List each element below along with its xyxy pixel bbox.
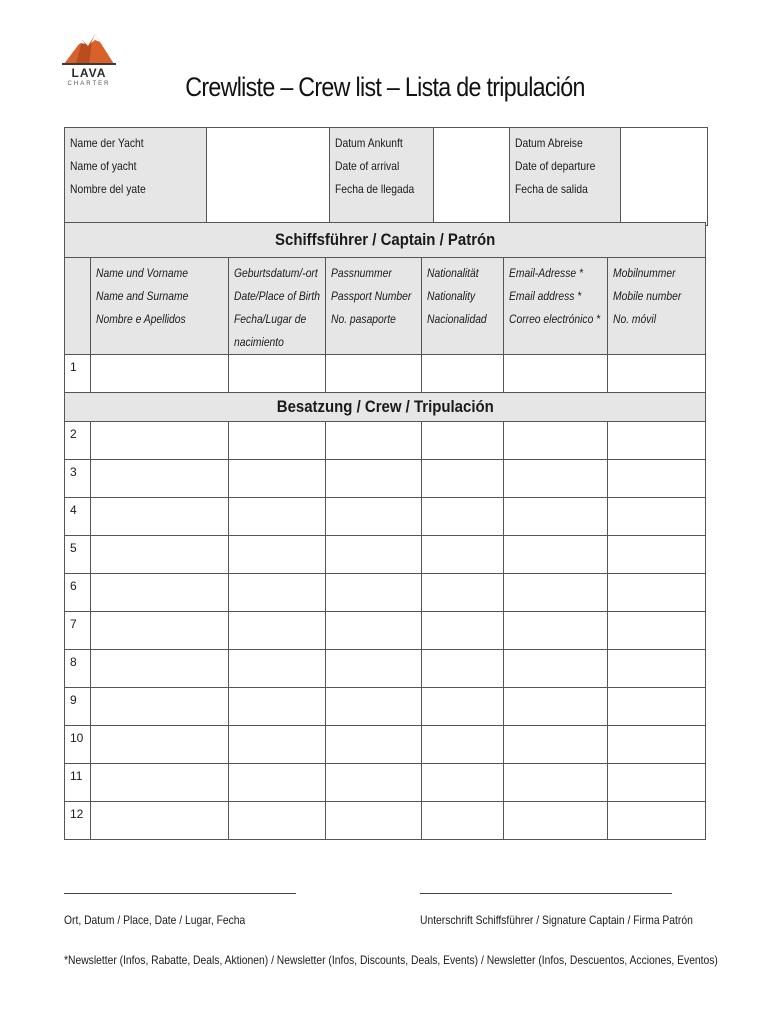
crew-nationality-cell[interactable] bbox=[422, 612, 504, 650]
captain-signature-label: Unterschrift Schiffsführer / Signature Captain / Firma Patrón bbox=[420, 913, 693, 927]
page-title: Crewliste – Crew list – Lista de tripulación bbox=[185, 72, 585, 102]
crew-nationality-cell[interactable] bbox=[422, 764, 504, 802]
crew-passport-cell[interactable] bbox=[326, 574, 422, 612]
crew-name-cell[interactable] bbox=[91, 612, 229, 650]
crew-mobile-cell[interactable] bbox=[608, 498, 706, 536]
crew-email-cell[interactable] bbox=[504, 536, 608, 574]
crew-row bbox=[65, 536, 706, 574]
row-number: 5 bbox=[65, 536, 91, 574]
departure-date-label: Datum Abreise Date of departure Fecha de salida bbox=[510, 128, 621, 226]
crew-nationality-cell[interactable] bbox=[422, 460, 504, 498]
crew-name-cell[interactable] bbox=[91, 498, 229, 536]
captain-row bbox=[65, 355, 706, 393]
crew-mobile-cell[interactable] bbox=[608, 574, 706, 612]
crew-birth-cell[interactable] bbox=[229, 802, 326, 840]
row-number: 7 bbox=[65, 612, 91, 650]
row-number: 11 bbox=[65, 764, 91, 802]
crew-passport-cell[interactable] bbox=[326, 612, 422, 650]
crew-birth-cell[interactable] bbox=[229, 498, 326, 536]
crew-passport-cell[interactable] bbox=[326, 422, 422, 460]
crew-mobile-cell[interactable] bbox=[608, 460, 706, 498]
crew-email-cell[interactable] bbox=[504, 802, 608, 840]
column-header-passport: Passnummer Passport Number No. pasaporte bbox=[326, 258, 422, 355]
logo-wordmark: LAVA bbox=[71, 66, 107, 80]
crew-passport-cell[interactable] bbox=[326, 650, 422, 688]
crew-name-cell[interactable] bbox=[91, 460, 229, 498]
departure-date-field[interactable] bbox=[621, 128, 708, 226]
row-number: 2 bbox=[65, 422, 91, 460]
place-date-label: Ort, Datum / Place, Date / Lugar, Fecha bbox=[64, 913, 246, 927]
crew-birth-cell[interactable] bbox=[229, 688, 326, 726]
column-header-mobile: Mobilnummer Mobile number No. móvil bbox=[608, 258, 706, 355]
arrival-date-label: Datum Ankunft Date of arrival Fecha de llegada bbox=[330, 128, 434, 226]
crew-row bbox=[65, 422, 706, 460]
logo-subtitle: CHARTER bbox=[67, 81, 111, 87]
crew-birth-cell[interactable] bbox=[229, 764, 326, 802]
crew-section-header: Besatzung / Crew / Tripulación bbox=[65, 393, 706, 422]
arrival-date-field[interactable] bbox=[434, 128, 510, 226]
crew-row bbox=[65, 612, 706, 650]
crew-row bbox=[65, 764, 706, 802]
crew-row bbox=[65, 650, 706, 688]
crew-name-cell[interactable] bbox=[91, 574, 229, 612]
captain-passport-cell[interactable] bbox=[326, 355, 422, 393]
captain-name-cell[interactable] bbox=[91, 355, 229, 393]
crew-mobile-cell[interactable] bbox=[608, 612, 706, 650]
crew-row bbox=[65, 574, 706, 612]
captain-mobile-cell[interactable] bbox=[608, 355, 706, 393]
crew-passport-cell[interactable] bbox=[326, 726, 422, 764]
crew-nationality-cell[interactable] bbox=[422, 726, 504, 764]
crew-mobile-cell[interactable] bbox=[608, 688, 706, 726]
column-header-nationality: Nationalität Nationality Nacionalidad bbox=[422, 258, 504, 355]
crew-passport-cell[interactable] bbox=[326, 764, 422, 802]
crew-nationality-cell[interactable] bbox=[422, 422, 504, 460]
crew-nationality-cell[interactable] bbox=[422, 650, 504, 688]
crew-email-cell[interactable] bbox=[504, 612, 608, 650]
mountain-icon bbox=[62, 30, 116, 66]
crew-name-cell[interactable] bbox=[91, 422, 229, 460]
crew-row bbox=[65, 460, 706, 498]
row-number: 10 bbox=[65, 726, 91, 764]
crew-nationality-cell[interactable] bbox=[422, 574, 504, 612]
crew-nationality-cell[interactable] bbox=[422, 802, 504, 840]
crew-nationality-cell[interactable] bbox=[422, 536, 504, 574]
crew-birth-cell[interactable] bbox=[229, 460, 326, 498]
column-header-email: Email-Adresse * Email address * Correo electrónico * bbox=[504, 258, 608, 355]
crew-passport-cell[interactable] bbox=[326, 460, 422, 498]
crew-table bbox=[64, 222, 706, 840]
crew-passport-cell[interactable] bbox=[326, 536, 422, 574]
crew-email-cell[interactable] bbox=[504, 650, 608, 688]
crew-name-cell[interactable] bbox=[91, 764, 229, 802]
crew-birth-cell[interactable] bbox=[229, 536, 326, 574]
crew-mobile-cell[interactable] bbox=[608, 802, 706, 840]
row-number: 6 bbox=[65, 574, 91, 612]
crew-email-cell[interactable] bbox=[504, 498, 608, 536]
captain-nationality-cell[interactable] bbox=[422, 355, 504, 393]
crew-row bbox=[65, 726, 706, 764]
crew-mobile-cell[interactable] bbox=[608, 536, 706, 574]
crew-row bbox=[65, 802, 706, 840]
crew-email-cell[interactable] bbox=[504, 764, 608, 802]
yacht-info-table bbox=[64, 127, 708, 226]
crew-birth-cell[interactable] bbox=[229, 650, 326, 688]
row-number: 12 bbox=[65, 802, 91, 840]
crew-birth-cell[interactable] bbox=[229, 726, 326, 764]
crew-mobile-cell[interactable] bbox=[608, 650, 706, 688]
number-column-header bbox=[65, 258, 91, 355]
column-header-name: Name und Vorname Name and Surname Nombre e Apellidos bbox=[91, 258, 229, 355]
column-header-row bbox=[65, 258, 706, 355]
place-date-signature-line bbox=[64, 893, 296, 894]
captain-birth-cell[interactable] bbox=[229, 355, 326, 393]
crew-email-cell[interactable] bbox=[504, 726, 608, 764]
crew-name-cell[interactable] bbox=[91, 726, 229, 764]
captain-section-header: Schiffsführer / Captain / Patrón bbox=[65, 223, 706, 258]
crew-email-cell[interactable] bbox=[504, 574, 608, 612]
row-number: 4 bbox=[65, 498, 91, 536]
crew-email-cell[interactable] bbox=[504, 688, 608, 726]
row-number: 9 bbox=[65, 688, 91, 726]
captain-email-cell[interactable] bbox=[504, 355, 608, 393]
crew-birth-cell[interactable] bbox=[229, 612, 326, 650]
crew-row bbox=[65, 688, 706, 726]
column-header-birth: Geburtsdatum/-ort Date/Place of Birth Fecha/Lugar de nacimiento bbox=[229, 258, 326, 355]
crew-email-cell[interactable] bbox=[504, 460, 608, 498]
crew-name-cell[interactable] bbox=[91, 536, 229, 574]
crew-passport-cell[interactable] bbox=[326, 802, 422, 840]
crew-birth-cell[interactable] bbox=[229, 574, 326, 612]
crew-row bbox=[65, 498, 706, 536]
crew-rows bbox=[65, 422, 706, 840]
crew-passport-cell[interactable] bbox=[326, 498, 422, 536]
crew-mobile-cell[interactable] bbox=[608, 764, 706, 802]
crew-name-cell[interactable] bbox=[91, 802, 229, 840]
crew-nationality-cell[interactable] bbox=[422, 498, 504, 536]
crew-passport-cell[interactable] bbox=[326, 688, 422, 726]
crew-name-cell[interactable] bbox=[91, 650, 229, 688]
captain-signature-line bbox=[420, 893, 672, 894]
crew-birth-cell[interactable] bbox=[229, 422, 326, 460]
row-number: 1 bbox=[65, 355, 91, 393]
crew-nationality-cell[interactable] bbox=[422, 688, 504, 726]
crew-mobile-cell[interactable] bbox=[608, 726, 706, 764]
yacht-name-label: Name der Yacht Name of yacht Nombre del yate bbox=[65, 128, 207, 226]
crew-name-cell[interactable] bbox=[91, 688, 229, 726]
crew-email-cell[interactable] bbox=[504, 422, 608, 460]
row-number: 8 bbox=[65, 650, 91, 688]
crew-mobile-cell[interactable] bbox=[608, 422, 706, 460]
yacht-name-field[interactable] bbox=[207, 128, 330, 226]
newsletter-footnote: *Newsletter (Infos, Rabatte, Deals, Aktionen) / Newsletter (Infos, Discounts, Deals, Events) / Newsletter (Infos, Descuentos, Acciones, Eventos) bbox=[64, 953, 718, 967]
row-number: 3 bbox=[65, 460, 91, 498]
